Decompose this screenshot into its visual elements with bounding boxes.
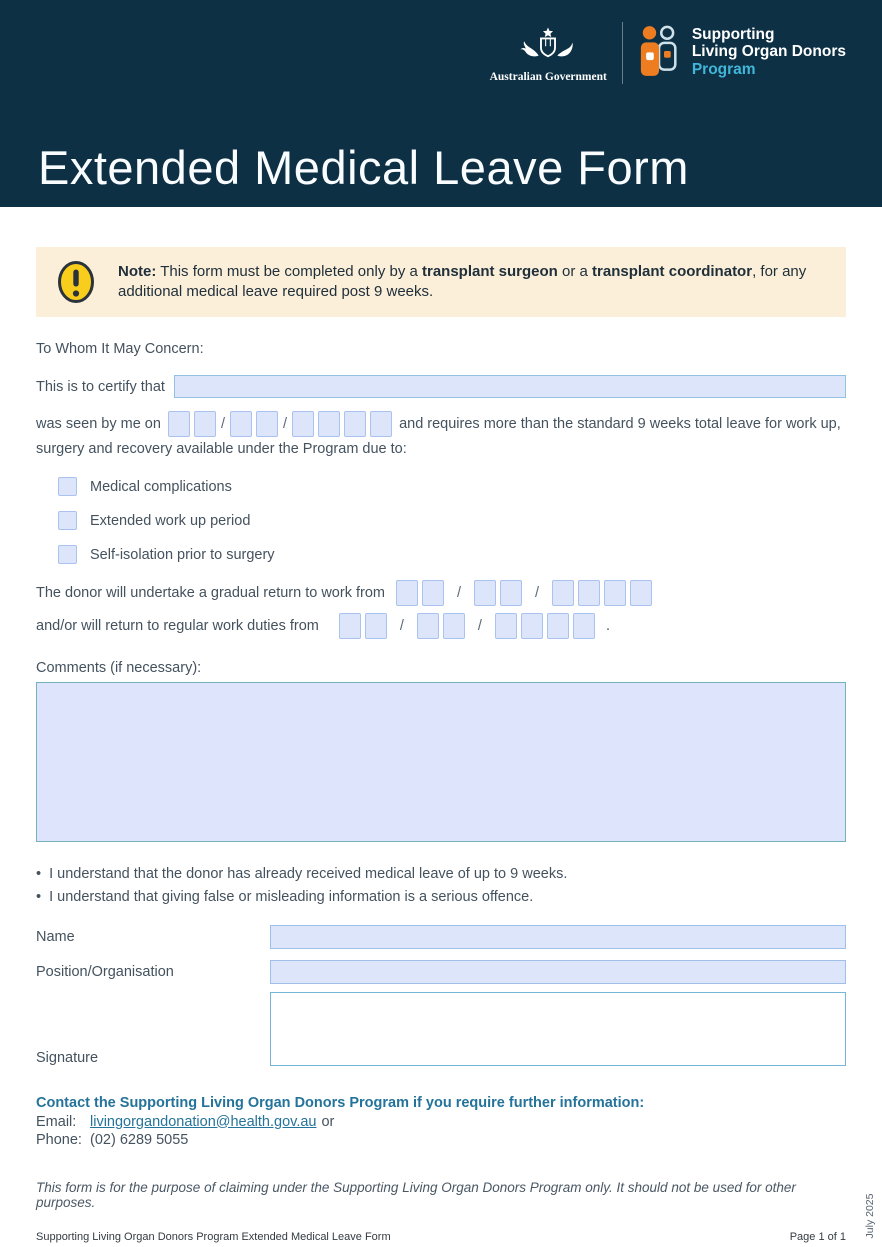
note-seg3: , for any additional medical leave required post 9 weeks. bbox=[118, 262, 807, 300]
signature-field[interactable] bbox=[270, 992, 846, 1066]
date-separator: / bbox=[283, 415, 288, 432]
date-box[interactable] bbox=[194, 411, 216, 437]
logo-line-3: Program bbox=[691, 60, 756, 78]
date-box[interactable] bbox=[552, 580, 574, 606]
signatory-fields bbox=[36, 925, 846, 1066]
date-box[interactable] bbox=[365, 613, 387, 639]
date-box[interactable] bbox=[168, 411, 190, 437]
date-box[interactable] bbox=[630, 580, 652, 606]
contact-heading: Contact the Supporting Living Organ Donors Program if you require further information: bbox=[36, 1095, 645, 1111]
signature-row bbox=[36, 992, 846, 1066]
seen-date-year bbox=[292, 411, 392, 437]
signature-label: Signature bbox=[36, 1050, 99, 1066]
bullet-text: • I understand that giving false or misleading information is a serious offence. bbox=[49, 889, 534, 905]
page-footer bbox=[36, 1231, 846, 1243]
name-row bbox=[36, 925, 846, 949]
bullet-item bbox=[36, 886, 846, 909]
purpose-disclaimer: This form is for the purpose of claiming under the Supporting Living Organ Donors Program only. It should not be used for other purposes. bbox=[36, 1179, 796, 1210]
date-box[interactable] bbox=[339, 613, 361, 639]
contact-section bbox=[36, 1094, 846, 1150]
date-box[interactable] bbox=[370, 411, 392, 437]
gradual-date-year bbox=[552, 580, 652, 606]
page-title: Extended Medical Leave Form bbox=[38, 141, 689, 194]
name-label: Name bbox=[36, 929, 75, 945]
seen-date-month bbox=[230, 411, 278, 437]
email-suffix: or bbox=[321, 1113, 335, 1130]
comments-label: Comments (if necessary): bbox=[36, 660, 202, 676]
date-box[interactable] bbox=[396, 580, 418, 606]
logo-divider bbox=[622, 22, 623, 84]
regular-date-year bbox=[495, 613, 595, 639]
position-label: Position/Organisation bbox=[36, 964, 174, 980]
note-text bbox=[118, 262, 828, 303]
date-box[interactable] bbox=[573, 613, 595, 639]
checkbox-label: Extended work up period bbox=[90, 512, 251, 529]
regular-return-period: . bbox=[605, 618, 610, 634]
name-field[interactable] bbox=[270, 925, 846, 949]
note-bold-prefix: Note: bbox=[118, 262, 157, 280]
comments-textarea[interactable] bbox=[36, 682, 846, 842]
date-box[interactable] bbox=[318, 411, 340, 437]
phone-label: Phone: bbox=[36, 1132, 82, 1148]
date-box[interactable] bbox=[500, 580, 522, 606]
gradual-return-label: The donor will undertake a gradual return to work from bbox=[36, 585, 385, 601]
gradual-return-row bbox=[36, 580, 846, 606]
contact-phone-line bbox=[36, 1131, 846, 1150]
note-bold-surgeon: transplant surgeon bbox=[422, 262, 558, 280]
salutation: To Whom It May Concern: bbox=[36, 341, 204, 357]
gradual-date-day bbox=[396, 580, 444, 606]
contact-email-line bbox=[36, 1113, 846, 1132]
gradual-date-month bbox=[474, 580, 522, 606]
position-organisation-field[interactable] bbox=[270, 960, 846, 984]
date-separator: / bbox=[220, 415, 225, 432]
certify-row bbox=[36, 375, 846, 398]
australian-government-crest bbox=[490, 24, 607, 83]
checkbox-label: Medical complications bbox=[90, 478, 232, 495]
checkbox-self-isolation[interactable] bbox=[58, 545, 77, 564]
crest-label: Australian Government bbox=[489, 70, 607, 83]
bullet-item bbox=[36, 863, 846, 886]
seen-date-day bbox=[168, 411, 216, 437]
date-box[interactable] bbox=[344, 411, 366, 437]
note-banner bbox=[36, 247, 846, 317]
date-box[interactable] bbox=[578, 580, 600, 606]
date-box[interactable] bbox=[443, 613, 465, 639]
date-box[interactable] bbox=[417, 613, 439, 639]
email-label: Email: bbox=[36, 1113, 77, 1130]
date-box[interactable] bbox=[422, 580, 444, 606]
date-separator: / bbox=[535, 585, 540, 601]
email-link[interactable]: livingorgandonation@health.gov.au bbox=[90, 1113, 317, 1130]
regular-date-day bbox=[339, 613, 387, 639]
date-box[interactable] bbox=[230, 411, 252, 437]
program-logo bbox=[638, 24, 846, 83]
date-box[interactable] bbox=[474, 580, 496, 606]
date-box[interactable] bbox=[604, 580, 626, 606]
note-seg2: or a bbox=[557, 262, 593, 280]
date-box[interactable] bbox=[495, 613, 517, 639]
two-people-figures-icon bbox=[638, 24, 682, 83]
date-box[interactable] bbox=[547, 613, 569, 639]
footer-page-number: Page 1 of 1 bbox=[789, 1230, 846, 1243]
logo-line-2: Living Organ Donors bbox=[691, 43, 846, 60]
form-version-date: July 2025 bbox=[864, 1193, 876, 1239]
checkbox-medical-complications[interactable] bbox=[58, 477, 77, 496]
date-separator: / bbox=[456, 585, 462, 601]
program-logo-text bbox=[692, 24, 846, 79]
acknowledgement-bullets bbox=[36, 863, 846, 909]
bullet-text: • I understand that the donor has already received medical leave of up to 9 weeks. bbox=[49, 866, 568, 882]
seen-prefix: was seen by me on bbox=[36, 415, 161, 432]
logo-line-1: Supporting bbox=[691, 25, 775, 43]
donor-name-field[interactable] bbox=[174, 375, 846, 398]
regular-return-row bbox=[36, 613, 846, 639]
note-seg1: This form must be completed only by a bbox=[156, 262, 422, 280]
regular-return-label: and/or will return to regular work duties from bbox=[36, 618, 319, 634]
date-separator: / bbox=[477, 618, 482, 634]
date-box[interactable] bbox=[256, 411, 278, 437]
logo-block bbox=[490, 22, 846, 84]
note-bold-coordinator: transplant coordinator bbox=[592, 262, 753, 280]
page-header bbox=[0, 0, 882, 207]
coat-of-arms-icon bbox=[509, 24, 587, 70]
checkbox-extended-work-up[interactable] bbox=[58, 511, 77, 530]
date-box[interactable] bbox=[292, 411, 314, 437]
phone-value: (02) 6289 5055 bbox=[90, 1132, 189, 1148]
position-row bbox=[36, 960, 846, 984]
exclamation-circle-icon bbox=[56, 260, 96, 304]
date-separator: / bbox=[399, 618, 404, 634]
seen-suffix: and requires more than the standard 9 weeks total leave for work up, surgery and recovery available under the Program due to: bbox=[36, 415, 841, 457]
checkbox-row-extended-work-up bbox=[58, 511, 846, 530]
seen-paragraph bbox=[36, 411, 846, 462]
checkbox-row-medical-complications bbox=[58, 477, 846, 496]
checkbox-label: Self-isolation prior to surgery bbox=[90, 546, 275, 563]
checkbox-row-self-isolation bbox=[58, 545, 846, 564]
form-content bbox=[0, 247, 882, 1243]
certify-label: This is to certify that bbox=[36, 378, 165, 395]
regular-date-month bbox=[417, 613, 465, 639]
footer-form-title: Supporting Living Organ Donors Program Extended Medical Leave Form bbox=[36, 1230, 391, 1243]
date-box[interactable] bbox=[521, 613, 543, 639]
